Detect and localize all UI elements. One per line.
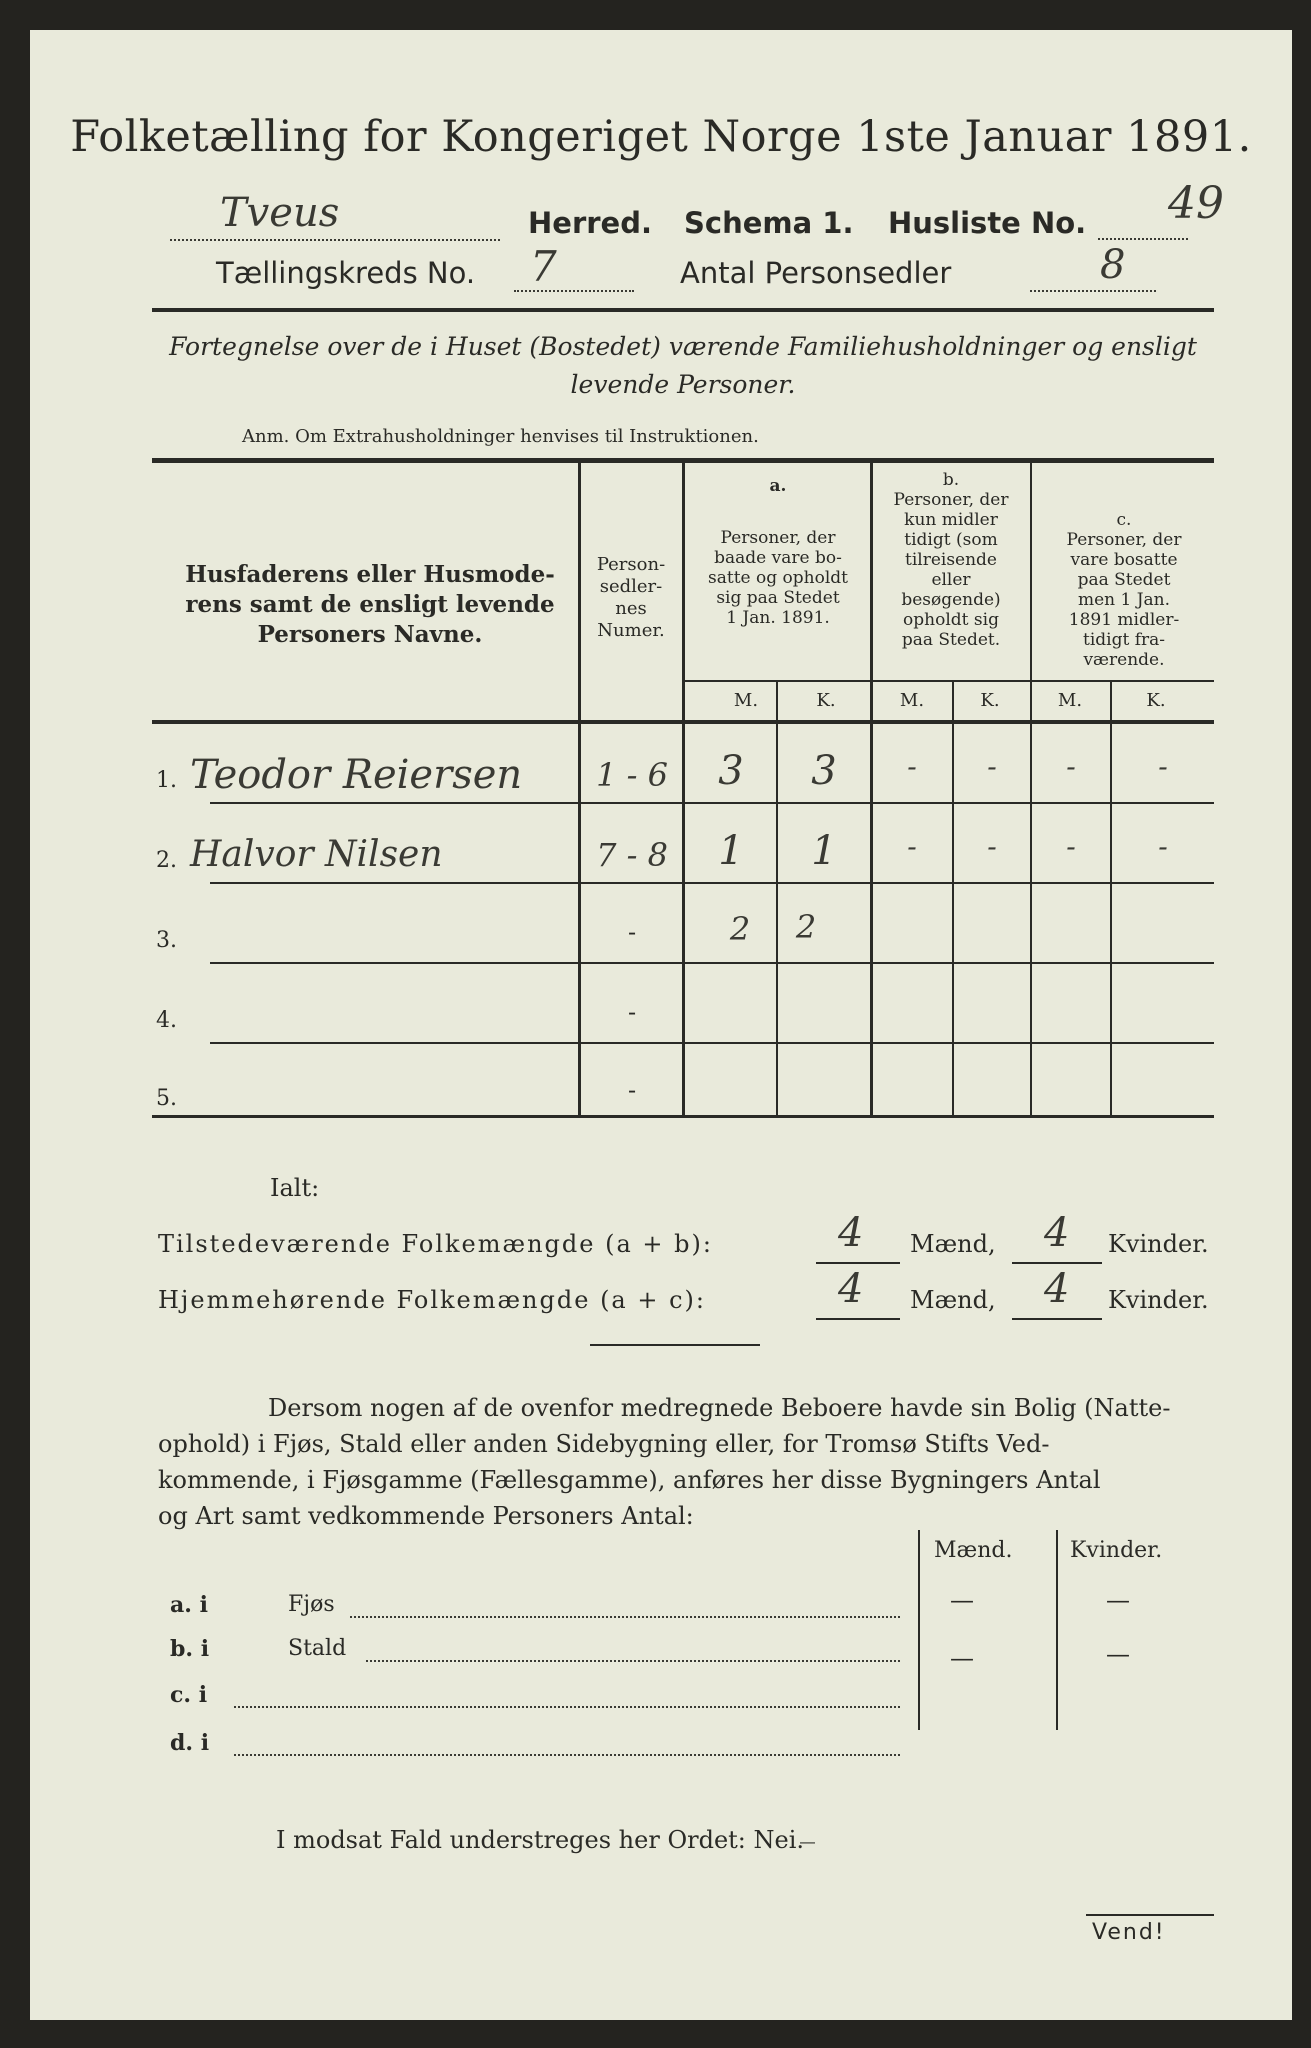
col-a-line: sig paa Stedet: [716, 588, 840, 608]
hjemme-kvinder-label: Kvinder.: [1108, 1286, 1209, 1314]
vend-rule: [1086, 1914, 1214, 1916]
row-number: 3.: [156, 928, 177, 953]
col-c-letter: c.: [1116, 510, 1132, 530]
footer-note: I modsat Fald understreges her Ordet: Nei.: [276, 1826, 805, 1854]
tilsted-kvinder-label: Kvinder.: [1108, 1230, 1209, 1258]
col-b-line: Personer, der: [893, 490, 1009, 510]
buildings-divider-1: [918, 1530, 920, 1730]
antal-value: 8: [1100, 242, 1126, 288]
col-b-line: tidigt (som: [904, 530, 998, 550]
row-c-m[interactable]: -: [1066, 750, 1076, 783]
intro-line-1: Fortegnelse over de i Huset (Bostedet) værende Familiehusholdninger og ensligt: [169, 332, 1197, 361]
table-divider-names: [578, 463, 581, 1118]
col-names-line: Husfaderens eller Husmode-: [185, 561, 555, 588]
col-numer-line: Numer.: [597, 620, 665, 641]
building-letter: b. i: [170, 1636, 210, 1662]
row-a-k[interactable]: 2: [795, 908, 817, 946]
row-number: 4.: [156, 1008, 177, 1033]
building-letter: a. i: [170, 1592, 208, 1618]
kreds-value: 7: [530, 242, 557, 291]
tilsted-maend-line: [816, 1262, 900, 1264]
ialt-label: Ialt:: [270, 1174, 320, 1202]
row-numer[interactable]: 1 - 6: [596, 756, 668, 794]
col-a-line: satte og opholdt: [708, 568, 848, 588]
row-rule: [210, 1042, 1214, 1044]
buildings-divider-2: [1056, 1530, 1058, 1730]
col-c-line: 1891 midler-: [1068, 610, 1180, 630]
row-name[interactable]: Teodor Reiersen: [190, 752, 523, 798]
table-divider-c-mk: [1110, 682, 1112, 1118]
col-numer-line: sedler-: [599, 576, 663, 597]
building-maend[interactable]: —: [950, 1586, 974, 1614]
building-letter: c. i: [170, 1682, 208, 1708]
tilsted-kvinder-line: [1012, 1262, 1102, 1264]
tilsted-maend[interactable]: 4: [838, 1210, 864, 1256]
herred-label: Herred.: [528, 206, 652, 240]
tilsted-kvinder[interactable]: 4: [1044, 1210, 1070, 1256]
col-a-line: baade vare bo-: [714, 548, 842, 568]
row-numer[interactable]: -: [627, 998, 637, 1026]
col-c-line: tidigt fra-: [1082, 630, 1165, 650]
hjemme-maend-label: Mænd,: [910, 1286, 996, 1314]
row-number: 2.: [156, 848, 177, 873]
col-a-line: Personer, der: [720, 528, 836, 548]
building-letter: d. i: [170, 1730, 210, 1756]
col-c-line: værende.: [1083, 650, 1165, 670]
col-c-line: Personer, der: [1066, 530, 1182, 550]
anm-note: Anm. Om Extrahusholdninger henvises til Instruktionen.: [242, 426, 759, 447]
col-b-line: eller: [931, 570, 971, 590]
buildings-maend-head: Mænd.: [934, 1538, 1013, 1563]
tilsted-label: Tilstedeværende Folkemængde (a + b):: [158, 1230, 713, 1258]
col-c-header: [1034, 510, 1214, 670]
antal-label: Antal Personsedler: [680, 256, 952, 290]
buildings-kvinder-head: Kvinder.: [1070, 1538, 1163, 1563]
col-names-line: rens samt de ensligt levende: [185, 591, 555, 618]
col-a-line: 1 Jan. 1891.: [726, 608, 830, 628]
building-dots[interactable]: [234, 1698, 900, 1708]
row-name[interactable]: Halvor Nilsen: [190, 834, 443, 875]
hjemme-maend[interactable]: 4: [838, 1266, 864, 1312]
col-b-line: tilreisende: [904, 550, 997, 570]
col-numer-header: [583, 554, 679, 642]
mk-rule: [682, 680, 1214, 682]
row-b-k[interactable]: -: [987, 750, 997, 783]
census-form: [30, 30, 1292, 2020]
schema-label: Schema 1.: [684, 206, 854, 240]
c-m-label: M.: [1057, 690, 1083, 711]
col-a-header: [688, 528, 868, 628]
col-b-header: [875, 470, 1027, 650]
husliste-value: 49: [1168, 178, 1224, 229]
header-rule: [152, 308, 1214, 312]
table-divider-b-mk: [952, 682, 954, 1118]
col-c-line: paa Stedet: [1077, 570, 1171, 590]
a-k-label: K.: [816, 690, 836, 711]
buildings-line: kommende, i Fjøsgamme (Fællesgamme), anføres her disse Bygningers Antal: [158, 1466, 1101, 1494]
col-b-line: paa Stedet.: [901, 630, 1001, 650]
col-names-line: Personers Navne.: [257, 621, 483, 648]
row-rule: [210, 882, 1214, 884]
col-names-header: [180, 560, 560, 650]
hjemme-kvinder[interactable]: 4: [1044, 1266, 1070, 1312]
row-number: 5.: [156, 1086, 177, 1111]
form-title: Folketælling for Kongeriget Norge 1ste Januar 1891.: [70, 112, 1252, 162]
tilsted-maend-label: Mænd,: [910, 1230, 996, 1258]
row-numer[interactable]: 7 - 8: [596, 836, 668, 874]
c-k-label: K.: [1146, 690, 1166, 711]
a-m-label: M.: [733, 690, 759, 711]
husliste-label: Husliste No.: [888, 206, 1087, 240]
building-dots[interactable]: [234, 1746, 900, 1756]
antal-field[interactable]: [1030, 266, 1156, 292]
col-b-line: opholdt sig: [903, 610, 999, 630]
nei-underline-mark: ‾: [800, 1838, 815, 1873]
row-numer[interactable]: -: [627, 1076, 637, 1104]
b-m-label: M.: [899, 690, 925, 711]
row-rule: [210, 962, 1214, 964]
row-b-k[interactable]: -: [987, 830, 997, 863]
hjemme-kvinder-line: [1012, 1318, 1102, 1320]
building-dots: [366, 1652, 900, 1662]
hjemme-maend-line: [816, 1318, 900, 1320]
kreds-label: Tællingskreds No.: [216, 256, 476, 290]
table-divider-a: [870, 463, 873, 1118]
row-a-k[interactable]: 3: [811, 748, 837, 794]
row-b-m[interactable]: -: [907, 830, 917, 863]
col-c-line: men 1 Jan.: [1077, 590, 1171, 610]
section-divider: [590, 1344, 760, 1346]
building-label: Stald: [288, 1636, 347, 1661]
building-kvinder[interactable]: —: [1106, 1640, 1130, 1668]
row-a-m[interactable]: 3: [718, 748, 744, 794]
row-c-k[interactable]: -: [1158, 750, 1168, 783]
row-number: 1.: [156, 768, 177, 793]
col-b-line: kun midler: [904, 510, 998, 530]
building-dots: [350, 1608, 900, 1618]
vend-label: Vend!: [1092, 1920, 1166, 1945]
buildings-line: ophold) i Fjøs, Stald eller anden Sidebygning eller, for Tromsø Stifts Ved-: [158, 1430, 1050, 1458]
buildings-line: og Art samt vedkommende Personers Antal:: [158, 1502, 694, 1530]
col-numer-line: Person-: [596, 554, 666, 575]
row-a-m[interactable]: 2: [729, 910, 751, 948]
col-numer-line: nes: [615, 598, 647, 619]
row-c-k[interactable]: -: [1158, 830, 1168, 863]
col-a-letter: a.: [769, 476, 787, 496]
buildings-line: Dersom nogen af de ovenfor medregnede Beboere havde sin Bolig (Natte-: [268, 1394, 1171, 1422]
building-label: Fjøs: [288, 1592, 335, 1617]
row-c-m[interactable]: -: [1066, 830, 1076, 863]
building-maend[interactable]: —: [950, 1644, 974, 1672]
hjemme-label: Hjemmehørende Folkemængde (a + c):: [158, 1286, 706, 1314]
table-divider-a-mk: [776, 682, 778, 1118]
row-numer[interactable]: -: [627, 918, 637, 946]
building-kvinder[interactable]: —: [1106, 1586, 1130, 1614]
col-c-line: vare bosatte: [1070, 550, 1178, 570]
herred-value: Tveus: [220, 190, 340, 236]
row-a-k[interactable]: 1: [811, 828, 837, 874]
col-b-letter: b.: [942, 470, 960, 490]
row-b-m[interactable]: -: [907, 750, 917, 783]
col-b-line: besøgende): [901, 590, 1001, 610]
row-rule: [210, 802, 1214, 804]
buildings-paragraph: [158, 1390, 1214, 1534]
row-a-m[interactable]: 1: [718, 828, 744, 874]
table-divider-b: [1030, 463, 1032, 1118]
intro-line-2: levende Personer.: [570, 370, 796, 399]
table-divider-numer: [682, 463, 685, 1118]
b-k-label: K.: [980, 690, 1000, 711]
